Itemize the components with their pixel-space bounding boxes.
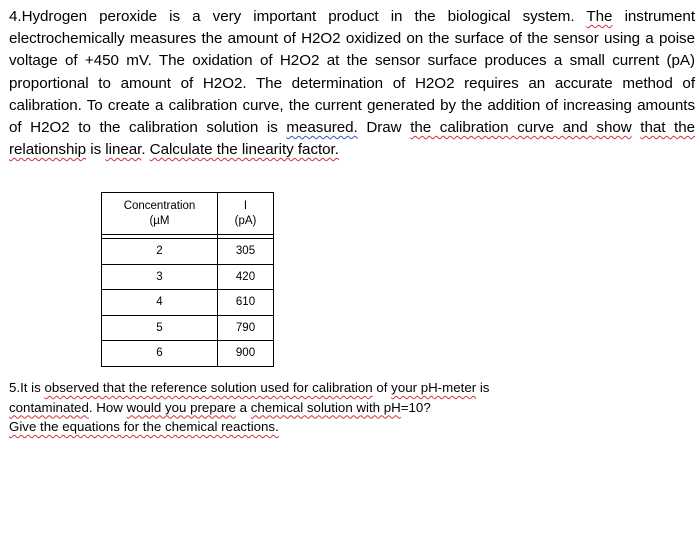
header-concentration [102,193,218,235]
q5-flagged-chemical-solution: chemical solution with pH [250,399,401,415]
concentration-cell: 2 [102,239,218,265]
concentration-cell: 3 [102,264,218,290]
q4-flagged-linear: linear [105,141,142,159]
q4-flagged-measured: measured. [286,119,358,137]
q4-text-1: 4.Hydrogen peroxide is a very important product in the biological system. [9,8,587,25]
concentration-cell: 5 [102,315,218,341]
current-cell: 305 [218,239,274,265]
table-row [102,315,274,341]
q4-text-5 [632,119,641,136]
table-row [102,290,274,316]
q5-text-1: 5.It is [9,380,45,395]
q4-flagged-relationship: that the relationship [9,119,695,159]
header-current-unit: (pA) [234,214,257,227]
q5-text-2: of [372,380,392,395]
concentration-cell: 4 [102,290,218,316]
current-cell: 790 [218,315,274,341]
current-cell: 610 [218,290,274,316]
q4-text-4: Draw [357,119,411,137]
q4-text-2: instrument electrochemically [9,8,695,48]
q4-flagged-the: The [586,8,613,25]
q5-flagged-observed: observed that the reference solution used for calibration [44,380,373,395]
q5-text-4: . How [88,399,127,415]
q4-text-7: . [141,141,150,159]
header-current-label: I [243,199,248,212]
q4-text-6: is [86,141,106,159]
q5-flagged-ph-meter: your pH-meter [391,380,477,395]
q5-text-3: is [476,380,490,395]
q5-flagged-would-you-prepare: would you prepare [126,399,236,415]
q5-text-6: =10? [400,399,431,415]
table-header-row [102,193,274,235]
table-row [102,264,274,290]
q4-flagged-calibration-curve: the calibration curve and show [410,119,632,137]
current-cell: 420 [218,264,274,290]
concentration-cell: 6 [102,341,218,367]
header-current [218,193,274,235]
table-row [102,341,274,367]
question-5-paragraph [9,378,609,437]
table-row [102,239,274,265]
q5-text-5: a [235,399,251,415]
header-concentration-label: Concentration [123,199,196,212]
q4-flagged-calculate: Calculate the linearity factor. [149,141,339,159]
q5-flagged-give-equations: Give the equations for the chemical reactions. [9,419,279,434]
q4-text-3: measures the amount of H2O2 oxidized on the surface of the sensor using a poise voltage of +450 mV. The oxidation of H2O2 at the sensor surface produces a small current (pA) proportional to amount of H2O2. The determination of H2O2 requires an accurate method of calibration. To create a calibration curve, the current generated by the addition of increasing amounts of H2O2 to the calibration solution is [9,30,695,137]
header-concentration-unit: (µM [149,214,170,227]
calibration-data-table [101,192,274,367]
question-4-paragraph [9,6,695,161]
current-cell: 900 [218,341,274,367]
q5-flagged-contaminated: contaminated [9,399,89,415]
